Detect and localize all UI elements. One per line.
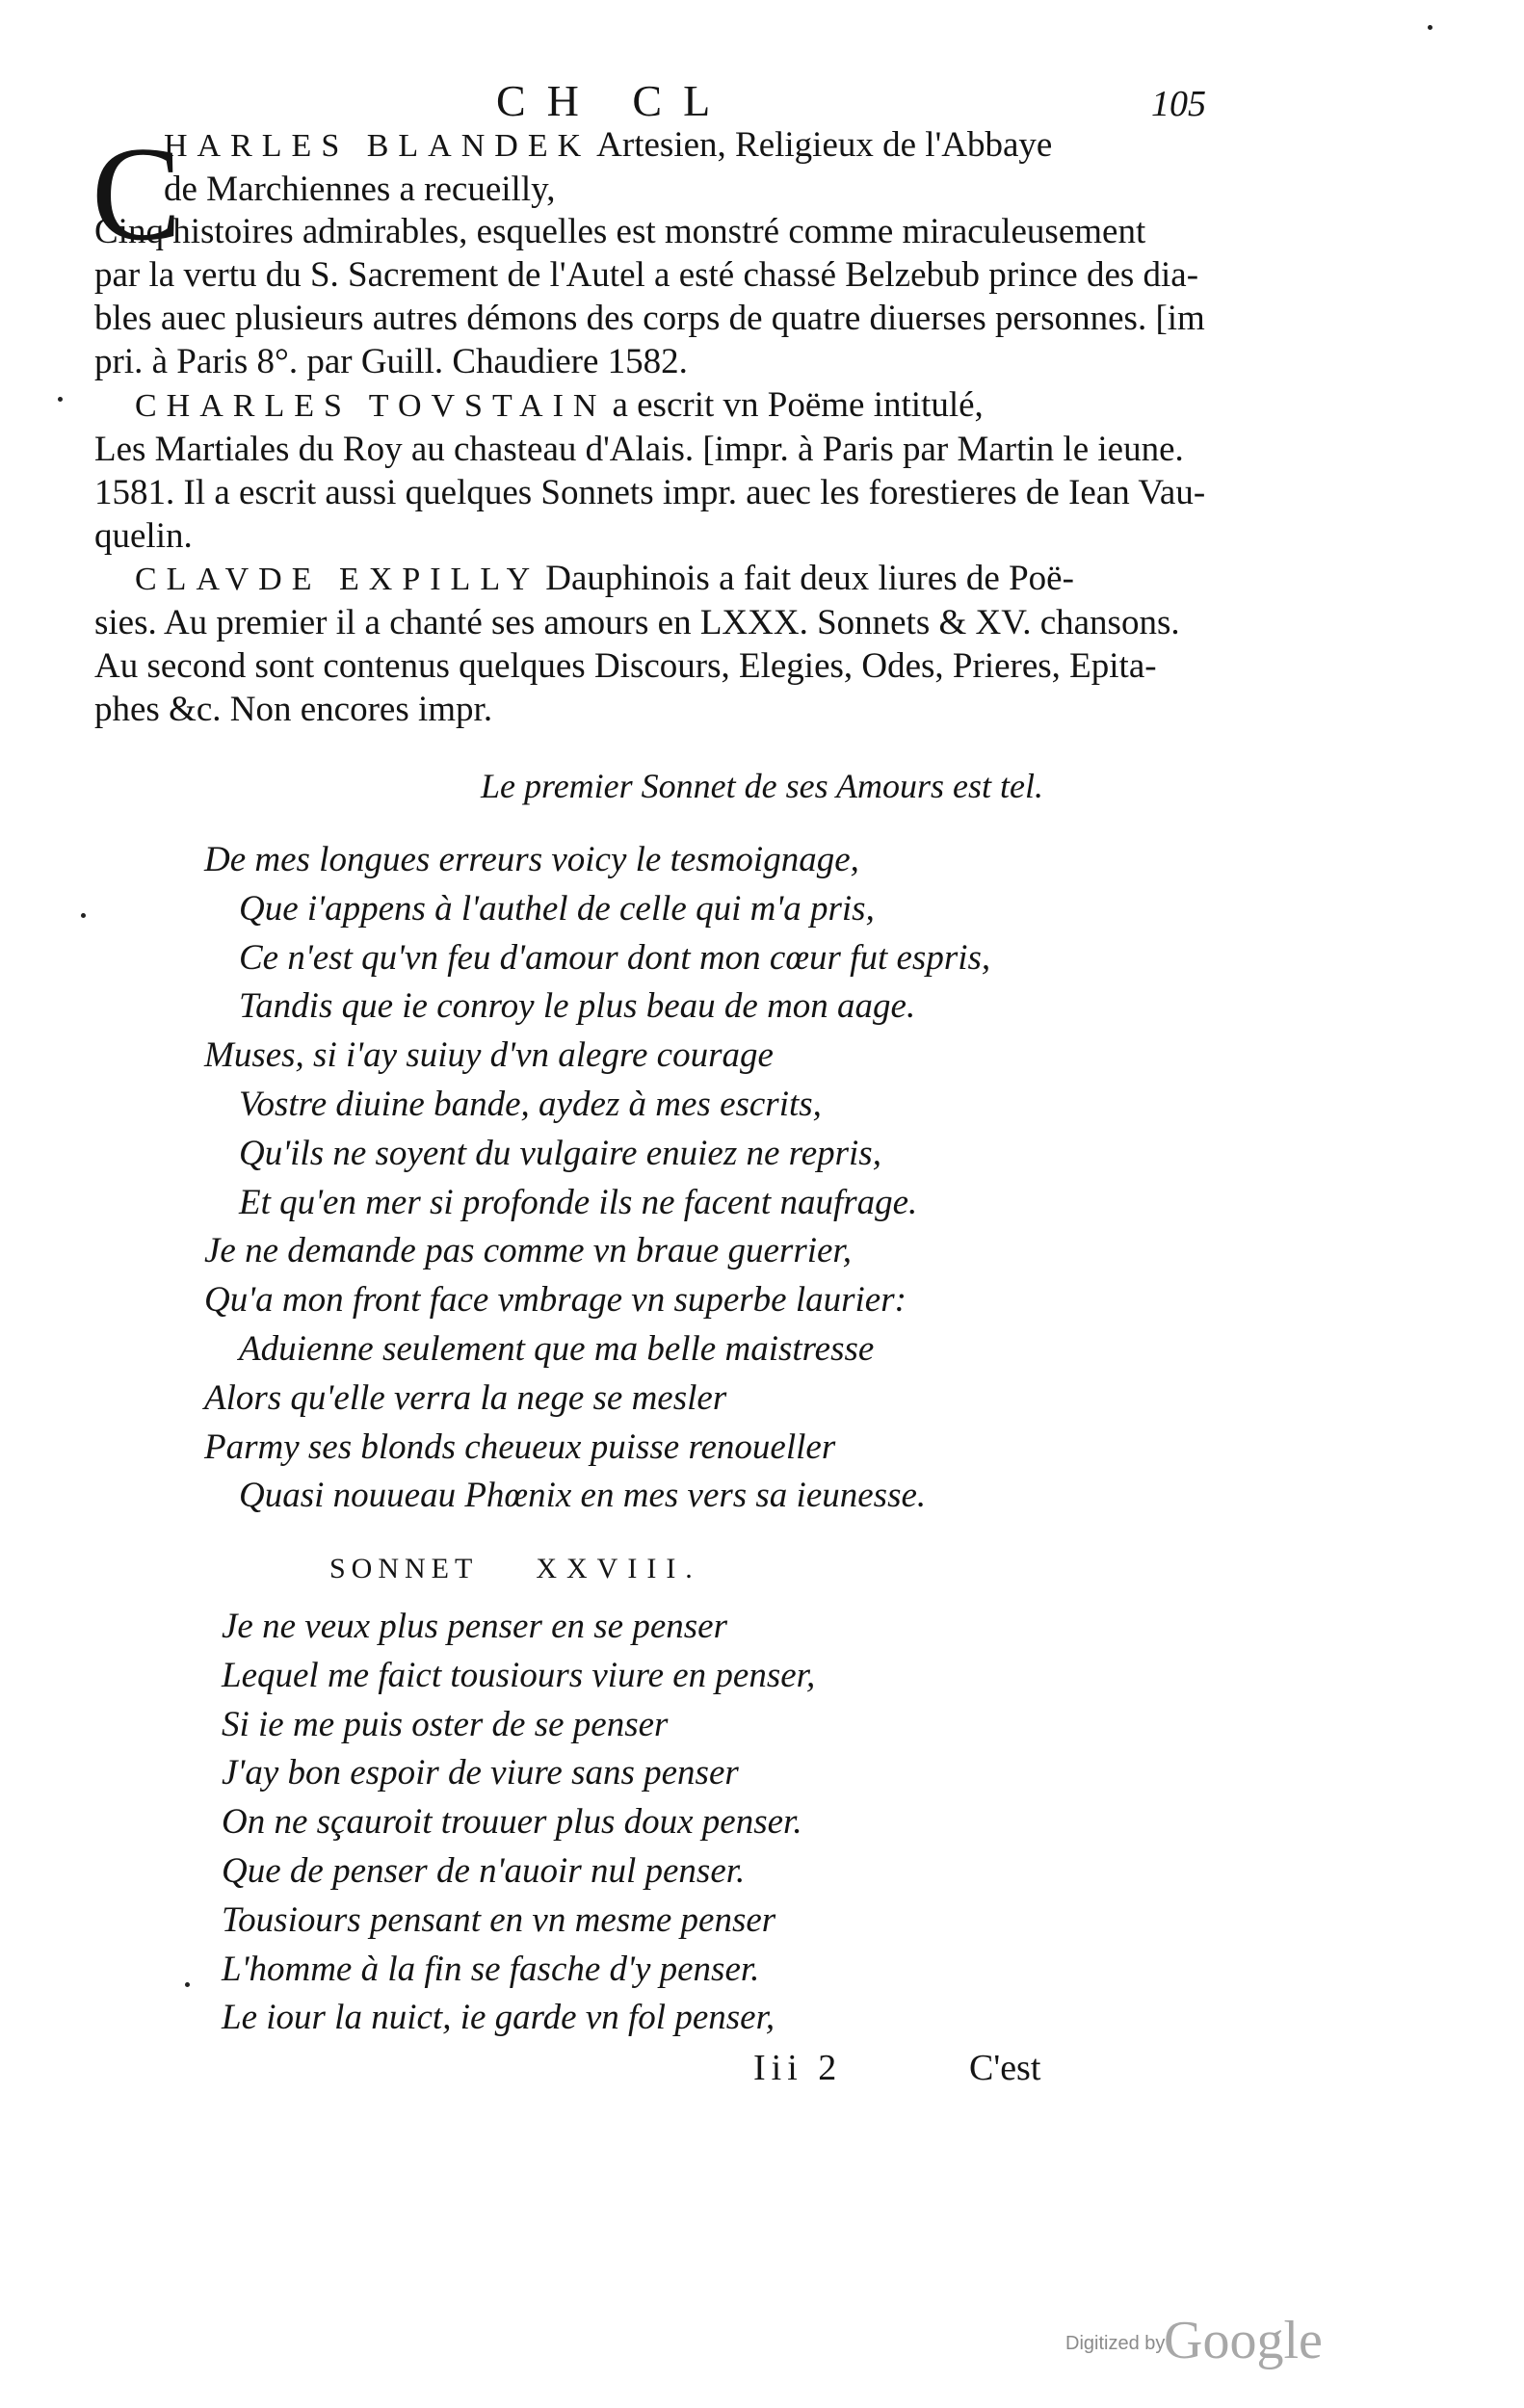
verse-line: Aduienne seulement que ma belle maistresse [239, 1328, 875, 1369]
verse-line: Quasi nouueau Phœnix en mes vers sa ieunesse. [239, 1476, 927, 1516]
entry-expilly-line2: sies. Au premier il a chanté ses amours en LXXX. Sonnets & XV. chansons. [94, 603, 1180, 642]
verse-line: De mes longues erreurs voicy le tesmoignage, [204, 840, 859, 879]
verse-line: Tandis que ie conroy le plus beau de mon aage. [239, 986, 916, 1027]
entry-expilly-line1: Dauphinois a fait deux liures de Poë- [545, 559, 1074, 598]
sonnet-label: SONNET [329, 1553, 479, 1584]
verse-line: Je ne veux plus penser en se penser [222, 1607, 727, 1646]
entry-blandek-line5: bles auec plusieurs autres démons des corps de quatre diuerses personnes. [im [94, 299, 1205, 338]
verse-line: Et qu'en mer si profonde ils ne facent naufrage. [239, 1182, 918, 1222]
verse-line: Je ne demande pas comme vn braue guerrier, [204, 1231, 852, 1271]
verse-line: Que de penser de n'auoir nul penser. [222, 1850, 746, 1891]
entry-toustain-line4: quelin. [94, 516, 193, 556]
entry-blandek-line2: de Marchiennes a recueilly, [164, 170, 556, 209]
verse-line: Si ie me puis oster de se penser [222, 1704, 669, 1744]
sonnet-xxviii-heading [329, 1553, 702, 1585]
signature-mark: Iii 2 [753, 2048, 843, 2088]
verse-line: Vostre diuine bande, aydez à mes escrits, [239, 1084, 822, 1124]
entry-expilly [94, 557, 1255, 731]
running-head: CH CL [496, 76, 732, 125]
verse-line: Qu'ils ne soyent du vulgaire enuiez ne repris, [239, 1133, 881, 1173]
entry-blandek-body [94, 210, 1255, 383]
scan-speck [185, 1982, 190, 1987]
sonnet-xxviii-verse [222, 1603, 815, 2043]
entry-blandek-line4: par la vertu du S. Sacrement de l'Autel a esté chassé Belzebub prince des dia- [94, 255, 1199, 295]
sonnet-number: XXVIII. [536, 1553, 702, 1584]
verse-line: J'ay bon espoir de viure sans penser [222, 1753, 739, 1793]
verse-line: L'homme à la fin se fasche d'y penser. [222, 1949, 760, 1989]
verse-line: Que i'appens à l'authel de celle qui m'a pris, [239, 888, 875, 929]
verse-line: Muses, si i'ay suiuy d'vn alegre courage [204, 1035, 774, 1076]
entry-toustain-line1: a escrit vn Poëme intitulé, [612, 385, 984, 425]
entry-expilly-line4: phes &c. Non encores impr. [94, 690, 493, 729]
author-name-toustain: CHARLES TOVSTAIN [135, 388, 607, 424]
entry-toustain-line2: Les Martiales du Roy au chasteau d'Alais. [impr. à Paris par Martin le ieune. [94, 430, 1184, 469]
scan-speck [58, 397, 63, 402]
drop-initial: C [92, 119, 182, 269]
first-sonnet-verse [204, 836, 990, 1521]
scan-speck [1428, 25, 1432, 30]
first-sonnet-title: Le premier Sonnet de ses Amours est tel. [481, 767, 1043, 805]
verse-line: Tousiours pensant en vn mesme penser [222, 1899, 776, 1940]
verse-line: Alors qu'elle verra la nege se mesler [204, 1377, 727, 1418]
google-watermark: Google [1164, 2311, 1323, 2370]
entry-blandek-head [164, 123, 1272, 211]
entry-blandek-line1: Artesien, Religieux de l'Abbaye [596, 125, 1053, 165]
entry-toustain-line3: 1581. Il a escrit aussi quelques Sonnets impr. auec les forestieres de Iean Vau- [94, 473, 1206, 512]
catchword: C'est [969, 2048, 1041, 2088]
verse-line: Qu'a mon front face vmbrage vn superbe laurier: [204, 1280, 907, 1321]
verse-line: Ce n'est qu'vn feu d'amour dont mon cœur fut espris, [239, 937, 991, 978]
verse-line: Le iour la nuict, ie garde vn fol penser, [222, 1998, 775, 2038]
author-name-blandek: HARLES BLANDEK [164, 128, 591, 164]
entry-expilly-line3: Au second sont contenus quelques Discours, Elegies, Odes, Prieres, Epita- [94, 646, 1157, 686]
author-name-expilly: CLAVDE EXPILLY [135, 562, 540, 597]
entry-blandek-line6: pri. à Paris 8°. par Guill. Chaudiere 1582. [94, 342, 688, 381]
verse-line: Lequel me faict tousiours viure en penser, [222, 1655, 816, 1695]
digitized-by-label: Digitized by [1065, 2333, 1166, 2354]
entry-toustain [94, 383, 1255, 558]
page-number: 105 [1151, 84, 1206, 124]
verse-line: Parmy ses blonds cheueux puisse renoueller [204, 1426, 836, 1467]
verse-line: On ne sçauroit trouuer plus doux penser. [222, 1802, 802, 1843]
scan-speck [81, 913, 86, 918]
entry-blandek-line3: Cinq histoires admirables, esquelles est monstré comme miraculeusement [94, 212, 1146, 251]
